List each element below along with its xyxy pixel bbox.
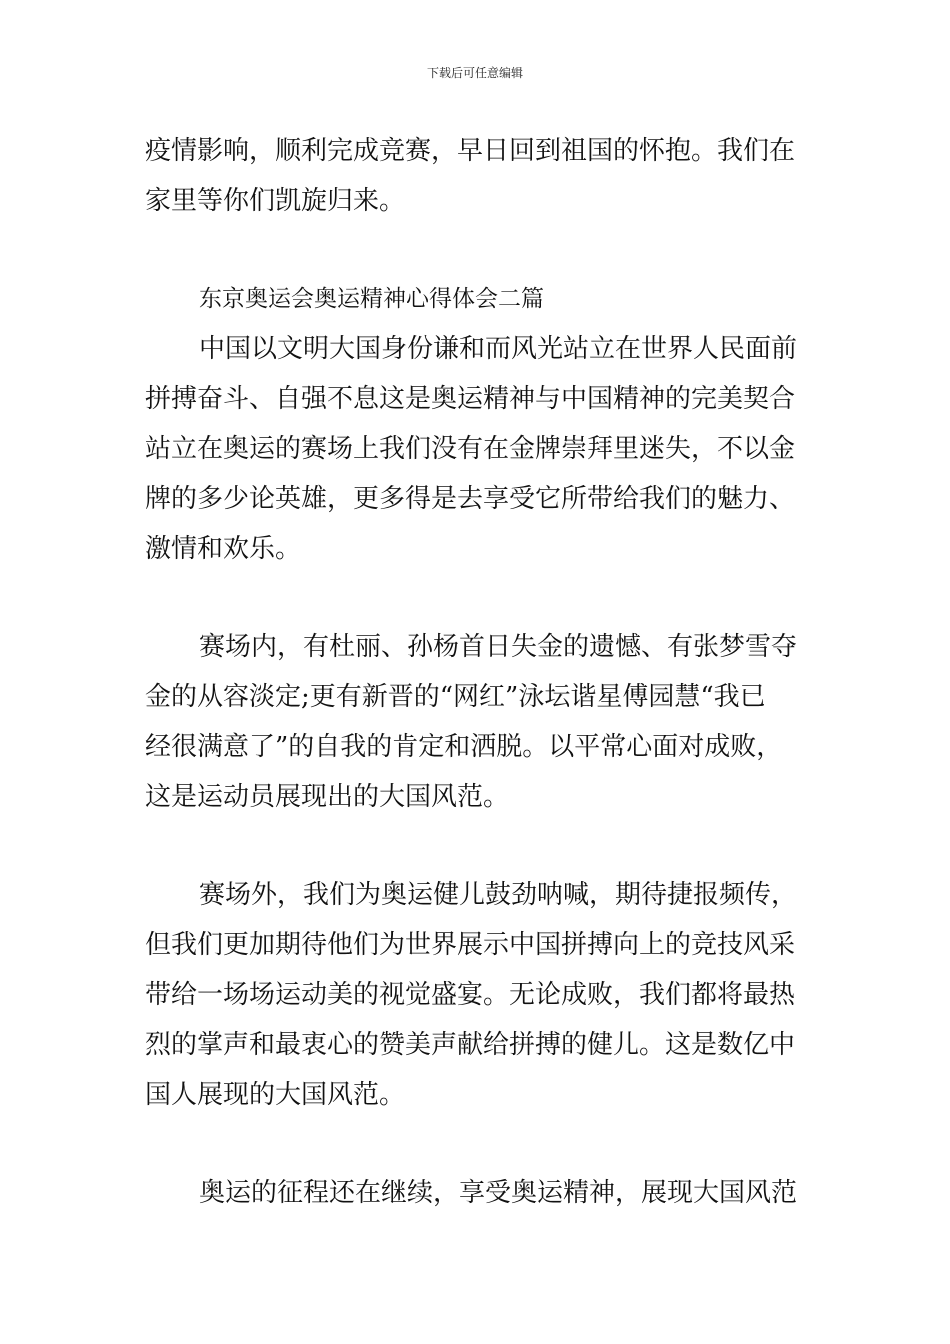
paragraph-4 [145, 1168, 805, 1218]
text-line: 中国以文明大国身份谦和而风光站立在世界人民面前 [199, 334, 798, 364]
paragraph-gap [145, 226, 805, 274]
text-line: 疫情影响，顺利完成竞赛，早日回到祖国的怀抱。我们在 [145, 136, 796, 166]
text-line: 金的从容淡定;更有新晋的“网红”泳坛谐星傅园慧“我已 [145, 682, 766, 712]
paragraph-gap [145, 1120, 805, 1168]
text-line: 奥运的征程还在继续，享受奥运精神，展现大国风范 [199, 1178, 798, 1208]
text-line: 但我们更加期待他们为世界展示中国拼搏向上的竞技风采 [145, 930, 796, 960]
text-line: 这是运动员展现出的大国风范。 [145, 782, 510, 812]
paragraph-gap [145, 822, 805, 870]
text-line: 带给一场场运动美的视觉盛宴。无论成败，我们都将最热 [145, 980, 796, 1010]
text-line: 牌的多少论英雄，更多得是去享受它所带给我们的魅力、 [145, 484, 796, 514]
text-line: 赛场外，我们为奥运健儿鼓劲呐喊，期待捷报频传， [199, 880, 798, 910]
document-body [145, 126, 805, 1218]
text-line: 赛场内，有杜丽、孙杨首日失金的遗憾、有张梦雪夺 [199, 632, 798, 662]
paragraph-3 [145, 870, 805, 1120]
text-line: 国人展现的大国风范。 [145, 1080, 406, 1110]
text-line: 烈的掌声和最衷心的赞美声献给拼搏的健儿。这是数亿中 [145, 1030, 796, 1060]
section-title: 东京奥运会奥运精神心得体会二篇 [199, 286, 544, 312]
text-line: 经很满意了”的自我的肯定和洒脱。以平常心面对成败， [145, 732, 783, 762]
paragraph-2 [145, 622, 805, 822]
text-line: 家里等你们凯旋归来。 [145, 186, 406, 216]
text-line: 激情和欢乐。 [145, 534, 302, 564]
page-header: 下载后可任意编辑 [426, 66, 523, 80]
text-line: 站立在奥运的赛场上我们没有在金牌崇拜里迷失，不以金 [145, 434, 796, 464]
paragraph-1 [145, 324, 805, 574]
text-line: 拼搏奋斗、自强不息这是奥运精神与中国精神的完美契合 [145, 384, 796, 414]
paragraph-intro [145, 126, 805, 226]
paragraph-gap [145, 574, 805, 622]
